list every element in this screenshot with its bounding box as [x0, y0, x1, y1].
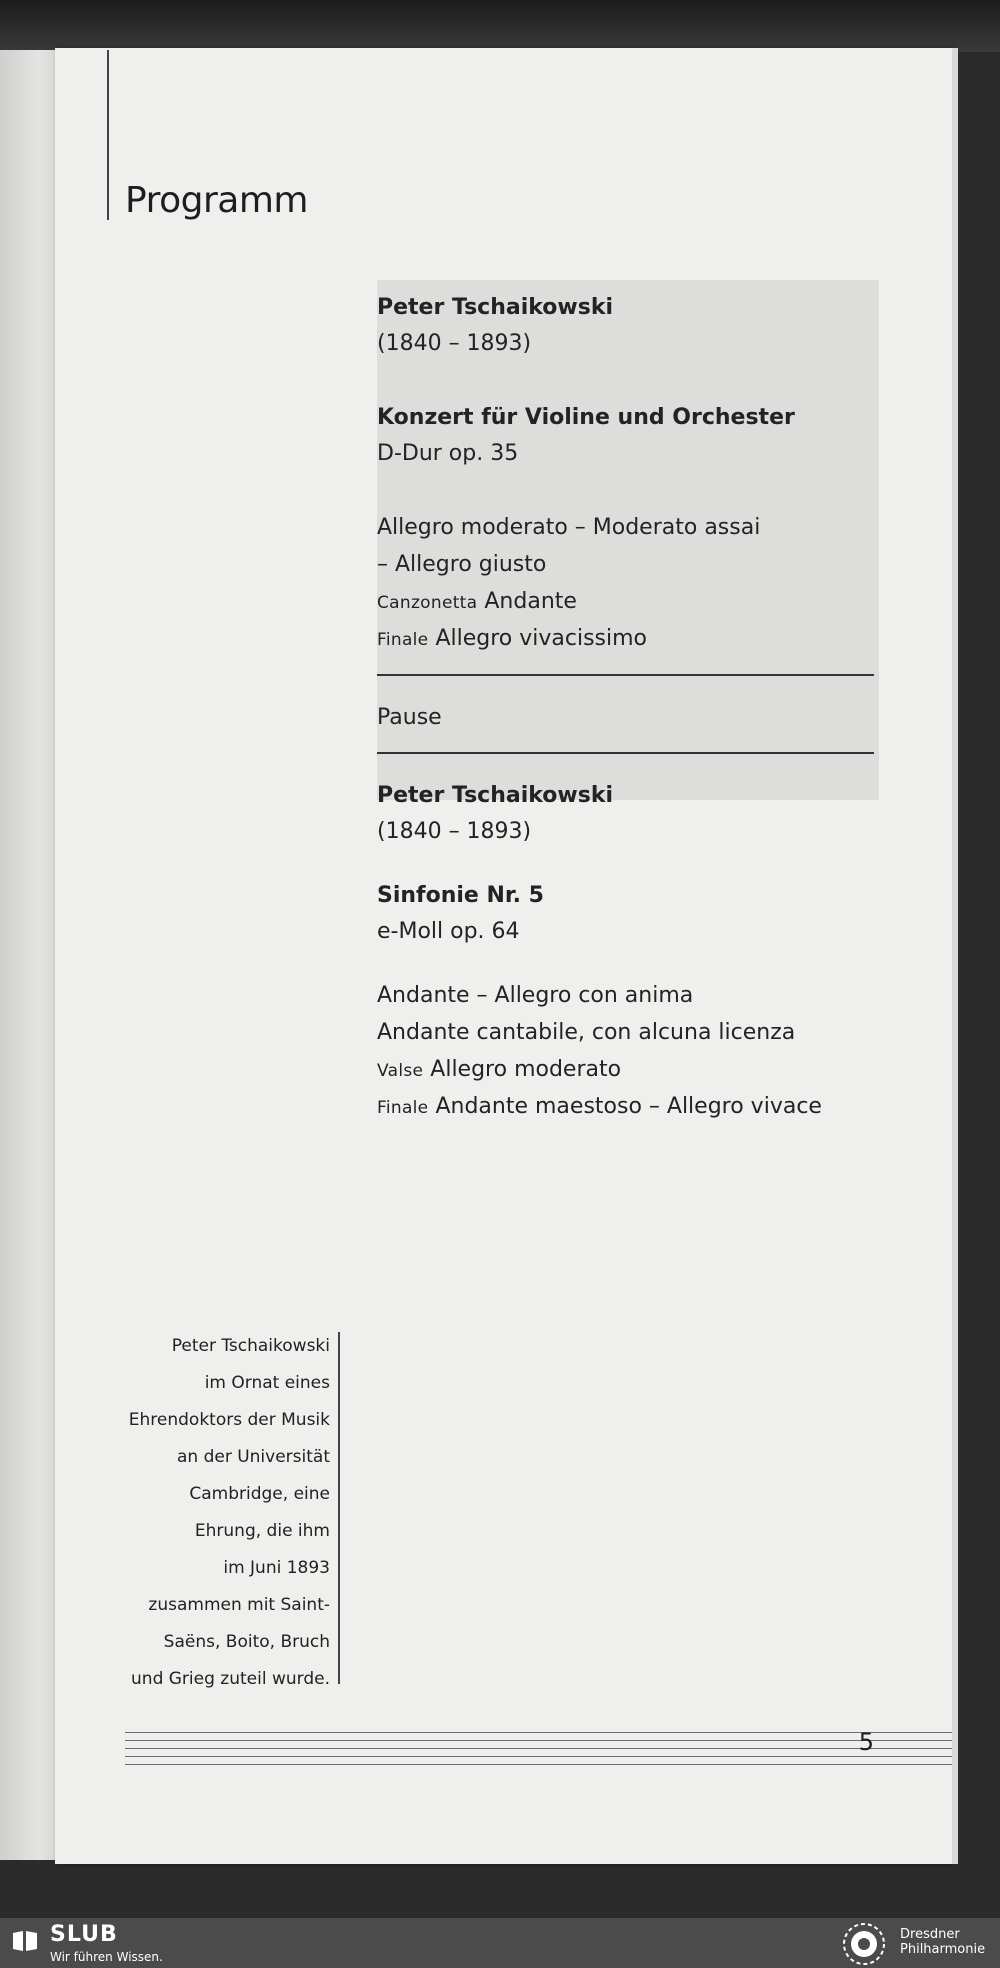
scan-background	[0, 0, 1000, 52]
movement-text: Allegro moderato – Moderato assai	[377, 515, 761, 540]
partner-name[interactable]	[900, 1927, 985, 1957]
music-staff-decoration	[125, 1728, 952, 1768]
work1-title: Konzert für Violine und Orchester	[377, 405, 795, 430]
movement-tag: Valse	[377, 1061, 424, 1081]
work1-movement	[377, 621, 879, 658]
work1-movement	[377, 584, 879, 621]
work2-dates: (1840 – 1893)	[377, 819, 532, 844]
caption-line: im Juni 1893	[223, 1558, 330, 1578]
work2-key: e-Moll op. 64	[377, 919, 520, 944]
divider-rule	[377, 752, 874, 754]
movement-tag: Finale	[377, 1098, 429, 1118]
work1-movement	[377, 510, 879, 547]
page-number: 5	[858, 1728, 874, 1756]
caption-line: zusammen mit Saint-	[148, 1595, 330, 1615]
movement-text: Allegro vivacissimo	[435, 626, 648, 651]
facing-page-edge	[0, 50, 56, 1860]
caption-line: im Ornat eines	[204, 1373, 330, 1393]
movement-text: Andante – Allegro con anima	[377, 983, 694, 1008]
program-listing	[377, 290, 879, 1126]
work2-movement	[377, 1015, 879, 1052]
movement-text: Allegro moderato	[430, 1057, 622, 1082]
work2-movement	[377, 1052, 879, 1089]
caption-line: Peter Tschaikowski	[171, 1336, 330, 1356]
work2-movement	[377, 1089, 879, 1126]
caption-line: Ehrung, die ihm	[194, 1521, 330, 1541]
page-edge-shadow	[952, 48, 958, 1864]
movement-text: Andante	[484, 589, 577, 614]
work1-dates: (1840 – 1893)	[377, 331, 532, 356]
work2-movement	[377, 978, 879, 1015]
caption-text	[75, 1328, 330, 1698]
caption-line: Ehrendoktors der Musik	[128, 1410, 330, 1430]
library-slogan: Wir führen Wissen.	[50, 1950, 163, 1964]
movement-tag: Finale	[377, 630, 429, 650]
photo-caption	[75, 1328, 340, 1690]
heading-rule	[107, 50, 109, 220]
partner-name-line2: Philharmonie	[900, 1942, 986, 1957]
partner-name-line1: Dresdner	[900, 1927, 960, 1942]
movement-text: Andante maestoso – Allegro vivace	[435, 1094, 822, 1119]
work2-title: Sinfonie Nr. 5	[377, 883, 544, 908]
work1-key: D-Dur op. 35	[377, 441, 519, 466]
caption-rule	[338, 1332, 340, 1684]
work1-movement	[377, 547, 879, 584]
caption-line: Saëns, Boito, Bruch	[163, 1632, 330, 1652]
page-title: Programm	[125, 180, 308, 221]
caption-line: an der Universität	[176, 1447, 330, 1467]
caption-line: und Grieg zuteil wurde.	[131, 1669, 330, 1689]
movement-text: – Allegro giusto	[377, 552, 547, 577]
book-icon	[12, 1930, 38, 1952]
brochure-page	[55, 48, 952, 1864]
work1-composer: Peter Tschaikowski	[377, 295, 614, 320]
footer-bar	[0, 1918, 1000, 1968]
intermission: Pause	[377, 705, 442, 730]
philharmonie-logo-icon	[842, 1922, 886, 1966]
library-name[interactable]: SLUB	[50, 1922, 118, 1947]
work2-composer: Peter Tschaikowski	[377, 783, 614, 808]
movement-text: Andante cantabile, con alcuna licenza	[377, 1020, 796, 1045]
movement-tag: Canzonetta	[377, 593, 478, 613]
caption-line: Cambridge, eine	[189, 1484, 330, 1504]
divider-rule	[377, 674, 874, 676]
